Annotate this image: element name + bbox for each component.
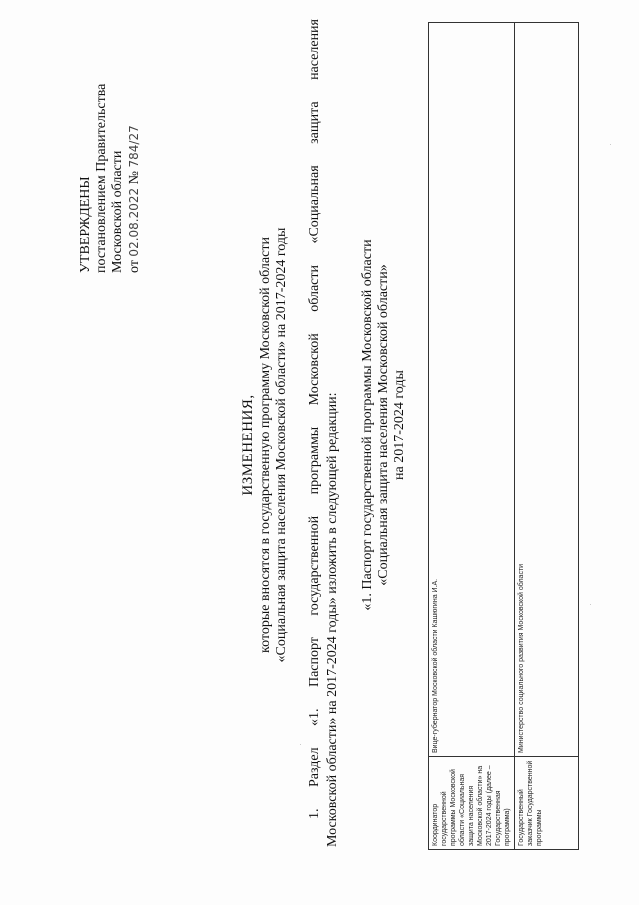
approval-date-value: 02.08.2022 (127, 187, 141, 257)
table-cell-label: Координатор государственной программы Московской области «Социальная защита населения Московской области» на 2017-2024 годы (далее – Государственная программа) (429, 757, 515, 850)
section-heading-3: на 2017-2024 годы (392, 370, 407, 480)
document-subtitle-1: которые вносятся в государственную программу Московской области (258, 237, 273, 653)
document-title: ИЗМЕНЕНИЯ, (240, 394, 256, 496)
approval-date-prefix: от (127, 260, 142, 273)
table-cell-label: Государственный заказчик Государственной программы (515, 757, 579, 850)
paragraph-1-line-1 (306, 19, 324, 847)
document-subtitle-2: «Социальная защита населения Московской области» на 2017-2024 годы (274, 227, 289, 663)
approval-block (78, 33, 143, 273)
approval-date-line (126, 33, 143, 273)
scan-speck (300, 744, 301, 745)
table-cell-value: Министерство социального развития Московской области (515, 23, 579, 757)
scan-speck (590, 604, 591, 605)
table-row (429, 23, 515, 850)
scan-speck (610, 144, 611, 145)
table-row (515, 23, 579, 850)
section-heading-2: «Социальная защита населения Московской области» (376, 264, 391, 586)
approval-number-prefix: № (127, 170, 142, 185)
approval-line-1: постановлением Правительства (94, 83, 109, 273)
paragraph-1-text: 1. Раздел «1. Паспорт государственной программы Московской области «Социальная защита населения (307, 19, 322, 819)
approval-title: УТВЕРЖДЕНЫ (78, 176, 93, 273)
approval-number-value: 784/27 (127, 125, 141, 168)
passport-table (428, 22, 579, 850)
section-heading-1: «1. Паспорт государственной программы Московской области (360, 239, 375, 611)
approval-line-2: Московской области (110, 150, 125, 273)
paragraph-1-line-2: Московской области» на 2017-2024 годы» изложить в следующей редакции: (325, 392, 340, 847)
table-cell-value: Вице-губернатор Московской области Кашюгина И.А. (429, 23, 515, 757)
